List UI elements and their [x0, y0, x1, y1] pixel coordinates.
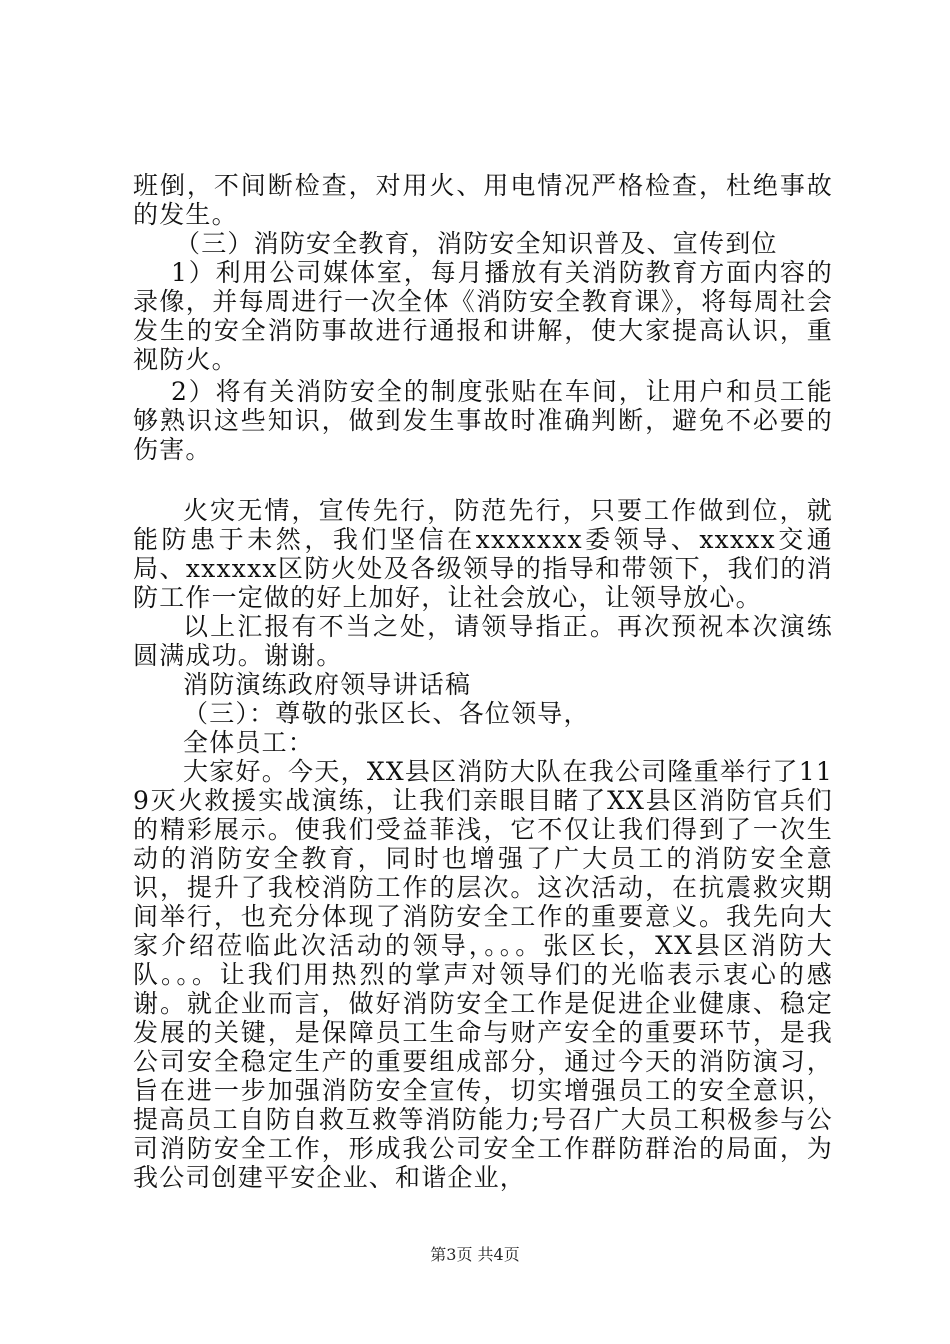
list-item-1: 1）利用公司媒体室，每月播放有关消防教育方面内容的录像，并每周进行一次全体《消防安全教育课》，将每周社会发生的安全消防事故进行通报和讲解，使大家提高认识，重视防火。 — [133, 258, 833, 374]
speech-title: 消防演练政府领导讲话稿 — [183, 670, 472, 699]
blank-line — [133, 464, 833, 496]
section-heading-education: （三）消防安全教育，消防安全知识普及、宣传到位 — [175, 229, 778, 258]
list-item-2: 2）将有关消防安全的制度张贴在车间，让用户和员工能够熟识这些知识，做到发生事故时准确判断，避免不必要的伤害。 — [133, 377, 833, 464]
paragraph-continuation: 班倒，不间断检查，对用火、用电情况严格检查，杜绝事故的发生。 — [133, 171, 833, 229]
speech-salutation: （三）：尊敬的张区长、各位领导， — [183, 699, 590, 728]
paragraph-conclusion: 火灾无情，宣传先行，防范先行，只要工作做到位，就能防患于未然，我们坚信在xxxxxxx委领导、xxxxx交通局、xxxxxx区防火处及各级领导的指导和带领下，我们的消防工作一定做的好上加好，让社会放心，让领导放心。 — [133, 496, 833, 612]
speech-audience: 全体员工： — [183, 728, 315, 757]
paragraph-closing: 以上汇报有不当之处，请领导指正。再次预祝本次演练圆满成功。谢谢。 — [133, 612, 833, 670]
speech-body: 大家好。今天，XX县区消防大队在我公司隆重举行了119灭火救援实战演练，让我们亲眼目睹了XX县区消防官兵们的精彩展示。使我们受益菲浅，它不仅让我们得到了一次生动的消防安全教育，同时也增强了广大员工的消防安全意识，提升了我校消防工作的层次。这次活动，在抗震救灾期间举行，也充分体现了消防安全工作的重要意义。我先向大家介绍莅临此次活动的领导，。。。张区长，XX县区消防大队。。。让我们用热烈的掌声对领导们的光临表示衷心的感谢。就企业而言，做好消防安全工作是促进企业健康、稳定发展的关键，是保障员工生命与财产安全的重要环节，是我公司安全稳定生产的重要组成部分，通过今天的消防演习，旨在进一步加强消防安全宣传，切实增强员工的安全意识，提高员工自防自救互救等消防能力;号召广大员工积极参与公司消防安全工作，形成我公司安全工作群防群治的局面，为我公司创建平安企业、和谐企业， — [133, 757, 833, 1192]
page-number-footer: 第3页 共4页 — [430, 1245, 520, 1264]
document-body — [133, 171, 833, 1192]
